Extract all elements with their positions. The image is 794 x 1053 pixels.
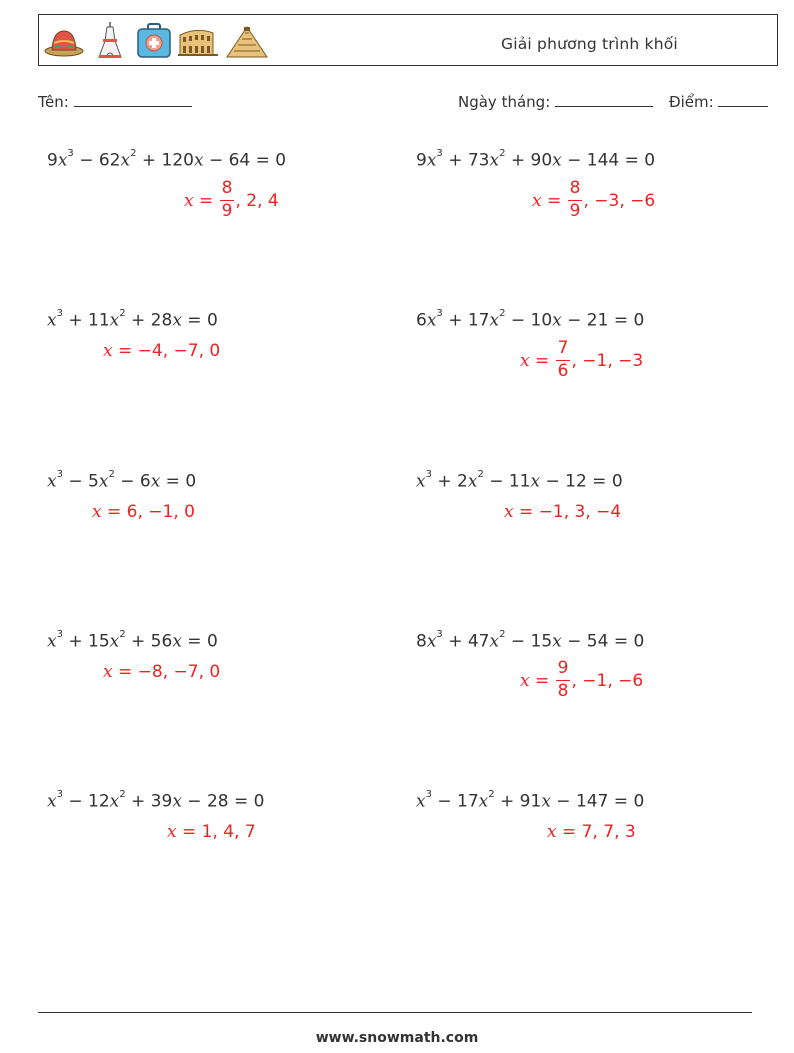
sombrero-icon bbox=[43, 21, 85, 61]
date-blank[interactable] bbox=[555, 92, 653, 107]
name-field bbox=[38, 92, 192, 111]
problem-2-answer: x = $\frac{8}{9}$ , −3, −6 bbox=[532, 178, 656, 221]
worksheet-title: Giải phương trình khối bbox=[501, 35, 678, 53]
problem-10-equation: $x^3 - 17x^2 + 91x - 147 = 0$ bbox=[416, 789, 645, 812]
date-field bbox=[458, 92, 653, 111]
header-box bbox=[38, 14, 778, 66]
problem-8-equation: $8x^3 + 47x^2 - 15x - 54 = 0$ bbox=[416, 629, 645, 652]
problem-8-answer: x = $\frac{9}{8}$ , −1, −6 bbox=[520, 658, 644, 701]
problem-3-equation: $x^3 + 11x^2 + 28x = 0$ bbox=[47, 308, 218, 331]
problem-5-equation: $x^3 - 5x^2 - 6x = 0$ bbox=[47, 469, 197, 492]
pyramid-icon bbox=[225, 21, 269, 61]
date-label: Ngày tháng: bbox=[458, 93, 551, 111]
score-field bbox=[669, 92, 768, 111]
problem-1-equation: $9x^3 - 62x^2 + 120x - 64 = 0$ bbox=[47, 148, 287, 171]
eiffel-tower-icon bbox=[95, 21, 125, 61]
problem-5-answer: x = 6, −1, 0 bbox=[92, 502, 195, 522]
first-aid-kit-icon bbox=[135, 21, 173, 61]
problem-6-equation: $x^3 + 2x^2 - 11x - 12 = 0$ bbox=[416, 469, 623, 492]
colosseum-icon bbox=[177, 21, 219, 61]
name-blank[interactable] bbox=[74, 92, 192, 107]
footer-divider bbox=[38, 1012, 752, 1013]
footer-url[interactable]: www.snowmath.com bbox=[315, 1030, 479, 1046]
problem-3-answer: x = −4, −7, 0 bbox=[103, 341, 221, 361]
score-blank[interactable] bbox=[718, 92, 768, 107]
problem-9-answer: x = 1, 4, 7 bbox=[167, 822, 256, 842]
problem-10-answer: x = 7, 7, 3 bbox=[547, 822, 636, 842]
problem-9-equation: $x^3 - 12x^2 + 39x - 28 = 0$ bbox=[47, 789, 265, 812]
score-label: Điểm: bbox=[669, 93, 714, 111]
problem-4-equation: $6x^3 + 17x^2 - 10x - 21 = 0$ bbox=[416, 308, 645, 331]
problem-7-equation: $x^3 + 15x^2 + 56x = 0$ bbox=[47, 629, 218, 652]
problem-4-answer: x = $\frac{7}{6}$ , −1, −3 bbox=[520, 338, 644, 381]
name-label: Tên: bbox=[38, 93, 69, 111]
problem-1-answer: x = $\frac{8}{9}$ , 2, 4 bbox=[184, 178, 279, 221]
problem-7-answer: x = −8, −7, 0 bbox=[103, 662, 221, 682]
problem-2-equation: $9x^3 + 73x^2 + 90x - 144 = 0$ bbox=[416, 148, 656, 171]
problem-6-answer: x = −1, 3, −4 bbox=[504, 502, 622, 522]
